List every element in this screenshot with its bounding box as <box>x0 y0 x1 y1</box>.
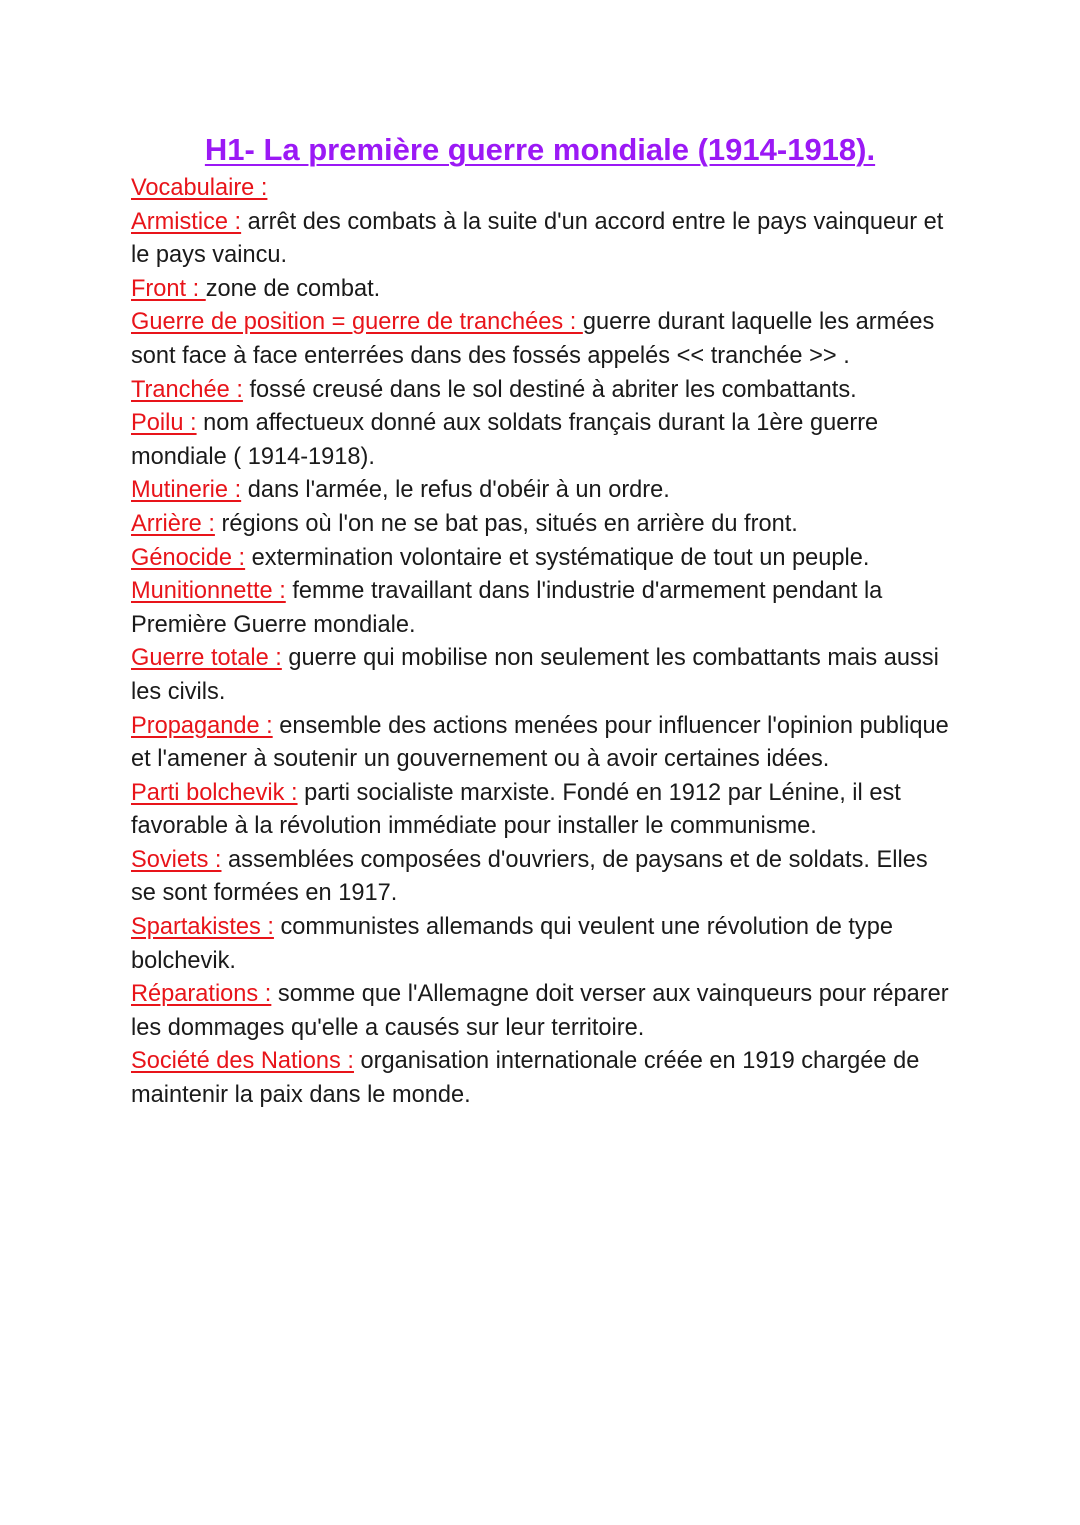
vocabulary-term: Soviets : <box>131 846 222 873</box>
vocabulary-term: Parti bolchevik : <box>131 779 298 806</box>
vocabulary-definition: assemblées composées d'ouvriers, de paysans et de soldats. Elles se sont formées en 1917. <box>131 846 928 907</box>
vocabulary-section <box>131 172 949 1113</box>
vocabulary-entry <box>131 844 949 911</box>
vocabulary-definition: fossé creusé dans le sol destiné à abriter les combattants. <box>242 376 857 403</box>
page-title: H1- La première guerre mondiale (1914-1918). <box>204 132 876 167</box>
vocabulary-entry <box>131 306 949 373</box>
vocabulary-definition: femme travaillant dans l'industrie d'armement pendant la Première Guerre mondiale. <box>131 578 883 638</box>
vocabulary-term: Propagande : <box>131 712 273 739</box>
vocabulary-definition: ensemble des actions menées pour influencer l'opinion publique et l'amener à soutenir un gouvernement ou à avoir certaines idées. <box>131 712 949 773</box>
vocabulary-entry <box>131 474 949 508</box>
vocabulary-term: Mutinerie : <box>131 477 242 504</box>
vocabulary-definition: arrêt des combats à la suite d'un accord entre le pays vainqueur et le pays vaincu. <box>131 208 944 269</box>
vocabulary-entry <box>131 777 949 844</box>
vocabulary-definition: dans l'armée, le refus d'obéir à un ordre. <box>241 477 670 504</box>
vocabulary-term: Spartakistes : <box>131 914 274 941</box>
vocabulary-entry <box>131 542 949 576</box>
vocabulary-term: Armistice : <box>131 208 242 235</box>
vocabulary-term: Arrière : <box>131 510 215 537</box>
vocabulary-definition: nom affectueux donné aux soldats français durant la 1ère guerre mondiale ( 1914-1918). <box>131 410 879 470</box>
vocabulary-definition: somme que l'Allemagne doit verser aux vainqueurs pour réparer les dommages qu'elle a causés sur leur territoire. <box>131 981 949 1041</box>
vocabulary-definition: communistes allemands qui veulent une révolution de type bolchevik. <box>131 914 893 974</box>
vocabulary-term: Tranchée : <box>131 376 243 403</box>
vocabulary-term: Munitionnette : <box>131 578 286 605</box>
vocabulary-definition: guerre durant laquelle les armées sont face à face enterrées dans des fossés appelés << tranchée >> . <box>131 309 935 369</box>
vocabulary-entry <box>131 407 949 474</box>
vocabulary-entry <box>131 508 949 542</box>
vocabulary-definition: guerre qui mobilise non seulement les combattants mais aussi les civils. <box>131 645 939 705</box>
vocabulary-term: Génocide : <box>131 544 246 571</box>
vocabulary-entry <box>131 575 949 642</box>
vocabulary-definition: zone de combat. <box>205 275 381 302</box>
vocabulary-entry <box>131 710 949 777</box>
vocabulary-definition: extermination volontaire et systématique de tout un peuple. <box>245 544 870 571</box>
vocabulary-entry <box>131 1045 949 1112</box>
vocabulary-entry <box>131 273 949 307</box>
vocabulary-entry <box>131 978 949 1045</box>
vocabulary-entry <box>131 374 949 408</box>
vocabulary-term: Poilu : <box>131 410 197 437</box>
vocabulary-definition: régions où l'on ne se bat pas, situés en arrière du front. <box>214 510 798 537</box>
vocabulary-heading: Vocabulaire : <box>131 175 268 201</box>
vocabulary-entry <box>131 206 949 273</box>
vocabulary-term: Société des Nations : <box>131 1048 354 1075</box>
vocabulary-term: Front : <box>131 275 206 302</box>
vocabulary-list <box>131 206 949 1113</box>
vocabulary-definition: organisation internationale créée en 1919 chargée de maintenir la paix dans le monde. <box>131 1048 920 1109</box>
vocabulary-term: Réparations : <box>131 981 272 1008</box>
vocabulary-entry <box>131 642 949 709</box>
vocabulary-entry <box>131 911 949 978</box>
vocabulary-definition: parti socialiste marxiste. Fondé en 1912 par Lénine, il est favorable à la révolution immédiate pour installer le communisme. <box>131 779 901 840</box>
vocabulary-term: Guerre de position = guerre de tranchées : <box>131 309 583 336</box>
vocabulary-term: Guerre totale : <box>131 645 282 672</box>
